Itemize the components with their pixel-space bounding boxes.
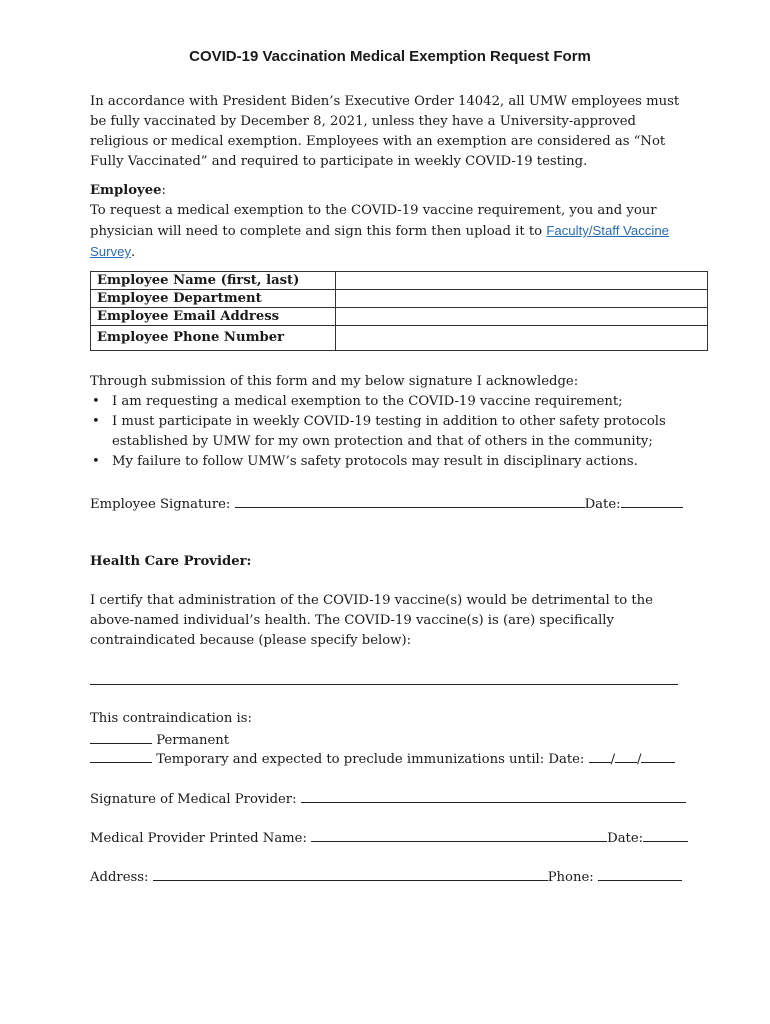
acknowledgement-list (90, 392, 690, 472)
employee-phone-label: Employee Phone Number (91, 326, 336, 351)
table-row (91, 272, 708, 290)
address-label: Address: (90, 870, 153, 885)
provider-signature-label: Signature of Medical Provider: (90, 792, 301, 807)
employee-section (90, 181, 690, 263)
table-row (91, 290, 708, 308)
acknowledgement-intro: Through submission of this form and my below signature I acknowledge: (90, 374, 579, 389)
employee-instructions-end: . (131, 245, 136, 260)
date-separator: / (610, 752, 616, 767)
survey-link[interactable]: Faculty/Staff Vaccine Survey (90, 223, 669, 259)
employee-signature-row (90, 493, 690, 515)
provider-signature-line[interactable] (301, 788, 686, 803)
provider-address-row (90, 866, 690, 888)
contraindication-heading: This contraindication is: (90, 711, 252, 726)
until-day-line[interactable] (615, 748, 637, 763)
employee-department-field[interactable] (336, 290, 708, 308)
employee-name-field[interactable] (336, 272, 708, 290)
provider-printed-name-line[interactable] (311, 827, 607, 842)
employee-email-label: Employee Email Address (91, 308, 336, 326)
list-item: • I am requesting a medical exemption to the COVID-19 vaccine requirement; (112, 392, 690, 412)
provider-printed-name-row (90, 827, 690, 849)
employee-name-label: Employee Name (first, last) (91, 272, 336, 290)
employee-heading: Employee (90, 183, 162, 198)
list-item: • My failure to follow UMW’s safety protocols may result in disciplinary actions. (112, 452, 690, 472)
employee-info-table (90, 271, 708, 351)
phone-line[interactable] (598, 866, 682, 881)
employee-signature-label: Employee Signature: (90, 497, 235, 512)
employee-signature-line[interactable] (235, 493, 585, 508)
employee-heading-colon: : (161, 183, 166, 198)
employee-date-label: Date: (584, 497, 621, 512)
employee-phone-field[interactable] (336, 326, 708, 351)
provider-certify-paragraph: I certify that administration of the COVID-19 vaccine(s) would be detrimental to the above-named individual’s health. The COVID-19 vaccine(s) is (are) specifically contraindicated because (please specify below): (90, 593, 653, 648)
employee-email-field[interactable] (336, 308, 708, 326)
until-month-line[interactable] (589, 748, 611, 763)
employee-date-line[interactable] (621, 493, 683, 508)
phone-label: Phone: (547, 870, 598, 885)
table-row (91, 308, 708, 326)
provider-date-label: Date: (607, 831, 644, 846)
provider-signature-row (90, 788, 690, 810)
form-title: COVID-19 Vaccination Medical Exemption Request Form (189, 48, 591, 65)
employee-department-label: Employee Department (91, 290, 336, 308)
until-year-line[interactable] (641, 748, 675, 763)
option-temporary-row (90, 748, 690, 770)
address-line[interactable] (153, 866, 548, 881)
intro-paragraph: In accordance with President Biden’s Executive Order 14042, all UMW employees must be fully vaccinated by December 8, 2021, unless they have a University-approved religious or medical exemption. Employees with an exemption are considered as “Not Fully Vaccinated” and required to participate in weekly COVID-19 testing. (90, 94, 680, 169)
provider-date-line[interactable] (643, 827, 688, 842)
option-temporary-label: Temporary and expected to preclude immunizations until: Date: (152, 752, 589, 767)
table-row (91, 326, 708, 351)
temporary-checkline[interactable] (90, 748, 152, 763)
date-separator: / (637, 752, 642, 767)
list-item: • I must participate in weekly COVID-19 testing in addition to other safety protocols established by UMW for my own protection and that of others in the community; (112, 412, 690, 452)
permanent-checkline[interactable] (90, 729, 152, 744)
employee-instructions: To request a medical exemption to the COVID-19 vaccine requirement, you and your physician will need to complete and sign this form then upload it to (90, 203, 657, 239)
provider-heading: Health Care Provider: (90, 554, 252, 569)
option-permanent-label: Permanent (152, 733, 230, 748)
contraindication-reason-line[interactable] (90, 684, 678, 685)
provider-printed-name-label: Medical Provider Printed Name: (90, 831, 312, 846)
